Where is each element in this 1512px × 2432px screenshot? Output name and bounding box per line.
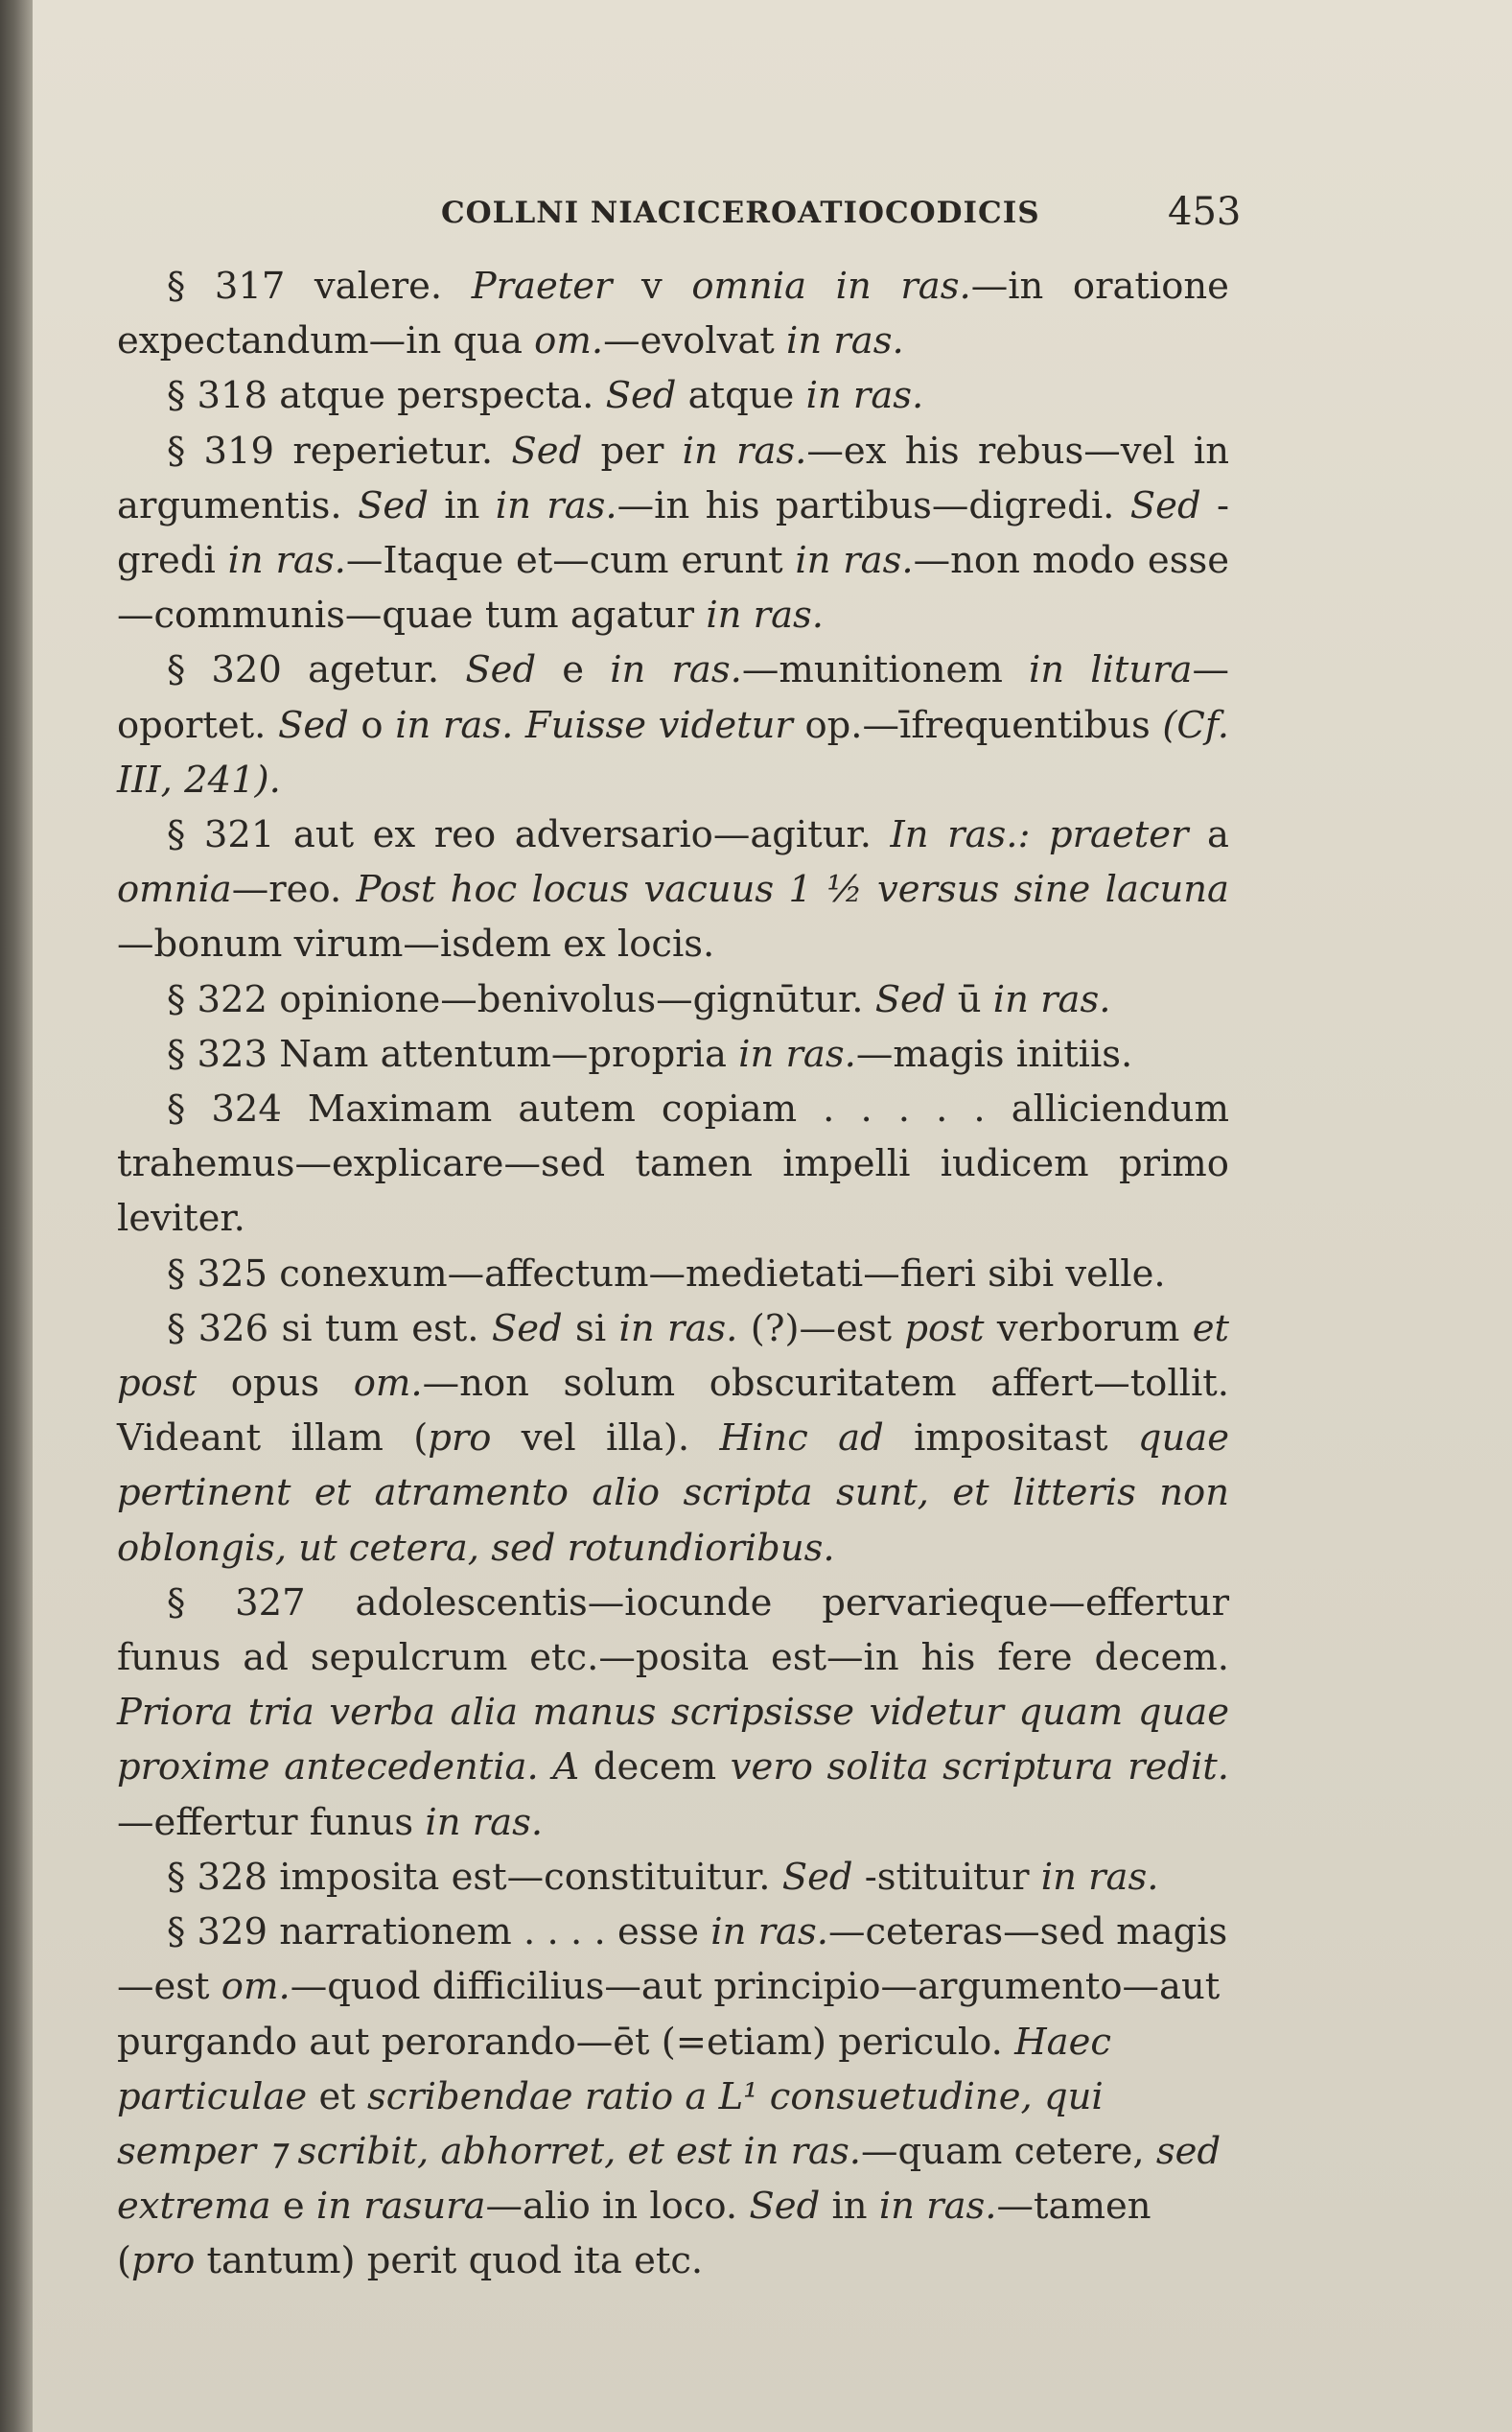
text-segment: per <box>582 429 683 473</box>
italic-note: Sed <box>491 1306 563 1350</box>
section-sign: § <box>167 1251 198 1296</box>
italic-note: (Cf. III, 241). <box>117 703 1229 802</box>
section-sign: § <box>167 1580 236 1625</box>
apparatus-entry-326 <box>117 1301 1229 1576</box>
running-title: COLLNI NIACICEROATIOCODICIS <box>441 196 1040 230</box>
page-number: 453 <box>1168 190 1242 234</box>
text-segment: et <box>307 2074 367 2118</box>
apparatus-entry-327 <box>117 1576 1229 1850</box>
apparatus-entry-328 <box>117 1850 1229 1905</box>
section-sign: § <box>167 1910 198 1954</box>
text-segment: ū <box>945 977 993 1021</box>
book-spine-shadow <box>0 0 33 2432</box>
apparatus-entry-317 <box>117 259 1229 368</box>
italic-note: om. <box>221 1965 291 2009</box>
apparatus-entry-320 <box>117 643 1229 807</box>
text-segment: —non solum obscuritatem affert—tollit. Videant illam ( <box>117 1362 1229 1461</box>
text-segment: narrationem . . . . esse <box>279 1910 711 1954</box>
italic-note: in ras. <box>1040 1855 1159 1899</box>
text-segment: —quam cetere, <box>861 2129 1156 2173</box>
italic-note: omnia <box>117 868 232 912</box>
section-number: 318 <box>197 374 280 418</box>
text-segment: atque <box>676 374 806 418</box>
text-segment: opus <box>197 1362 354 1406</box>
text-segment: -stituitur <box>852 1855 1041 1899</box>
apparatus-text <box>117 259 1229 2289</box>
text-segment: verborum <box>984 1306 1193 1350</box>
text-segment: decem <box>579 1745 731 1789</box>
text-segment: -gredi <box>117 483 1229 583</box>
italic-note: in ras. <box>495 483 617 527</box>
section-number: 325 <box>197 1251 280 1296</box>
italic-note: in ras. <box>805 374 924 418</box>
text-segment: —quod difficilius—aut principio—argumento—aut purgando aut perorando—ēt (=etiam) periculo. <box>117 1965 1221 2064</box>
italic-note: et post <box>117 1306 1230 1406</box>
section-sign: § <box>167 1087 212 1132</box>
section-number: 321 <box>203 813 293 857</box>
italic-note: Haec particulae <box>117 2020 1111 2118</box>
text-segment: Maximam autem copiam . . . . . alliciendum trahemus—explicare—sed tamen impelli iudicem primo leviter. <box>117 1087 1229 1241</box>
section-number: 320 <box>211 648 309 692</box>
text-segment: (?)—est <box>737 1306 905 1350</box>
italic-note: in ras. <box>227 539 346 583</box>
italic-note: in litura <box>1028 648 1193 692</box>
italic-note: in ras. <box>878 2185 997 2229</box>
section-sign: § <box>167 1855 198 1899</box>
italic-note: pro <box>131 2239 196 2283</box>
section-number: 327 <box>235 1580 356 1625</box>
text-segment: adolescentis—iocunde pervarieque—effertur funus ad sepulcrum etc.—posita est—in his fere decem. <box>117 1580 1229 1680</box>
section-sign: § <box>167 977 198 1021</box>
italic-note: in ras. <box>992 977 1111 1021</box>
text-segment: —in oratione expectandum—in qua <box>117 265 1229 363</box>
italic-note: Sed <box>511 429 583 473</box>
text-segment: Nam attentum—propria <box>279 1032 739 1076</box>
text-segment: imposita est—constituitur. <box>279 1855 782 1899</box>
italic-note: Sed <box>874 977 946 1021</box>
italic-note: scribendae ratio a L¹ consuetudine, qui semper ⁊ scribit, abhorret, et est in ras. <box>117 2074 1104 2173</box>
section-number: 328 <box>197 1855 280 1899</box>
section-number: 324 <box>211 1087 308 1132</box>
text-segment: —munitionem <box>741 648 1029 692</box>
text-segment: op.—īfrequentibus <box>792 703 1163 747</box>
text-segment: in <box>428 483 496 527</box>
italic-note: post <box>904 1306 985 1350</box>
section-sign: § <box>167 429 204 473</box>
section-number: 329 <box>197 1910 280 1954</box>
italic-note: vero solita scriptura redit. <box>730 1745 1229 1789</box>
italic-note: in ras. <box>795 539 914 583</box>
italic-note: quae pertinent et atramento alio scripta sunt, et litteris non oblongis, ut cetera, sed rotundioribus. <box>117 1416 1229 1570</box>
text-segment: reperietur. <box>292 429 512 473</box>
text-segment: —reo. <box>231 868 357 912</box>
italic-note: in ras. <box>706 594 825 638</box>
apparatus-entry-325 <box>117 1247 1229 1301</box>
text-segment: valere. <box>314 265 472 308</box>
italic-note: Sed <box>465 648 537 692</box>
italic-note: Sed <box>605 374 677 418</box>
page-header <box>0 190 1512 244</box>
text-segment: vel illa). <box>491 1416 720 1461</box>
text-segment: e <box>270 2185 316 2229</box>
italic-note: Sed <box>278 703 349 747</box>
apparatus-entry-318 <box>117 368 1229 423</box>
section-number: 322 <box>197 977 280 1021</box>
italic-note: in ras. <box>786 319 904 363</box>
text-segment: atque perspecta. <box>279 374 606 418</box>
italic-note: in ras. <box>618 1306 738 1350</box>
section-number: 317 <box>214 265 314 308</box>
text-segment: a <box>1188 813 1229 857</box>
apparatus-entry-324 <box>117 1082 1229 1247</box>
italic-note: Hinc ad <box>719 1416 884 1461</box>
text-segment: —ex his rebus—vel in argumentis. <box>117 429 1229 527</box>
section-sign: § <box>167 374 198 418</box>
italic-note: in ras. <box>682 429 807 473</box>
text-segment: —oportet. <box>117 648 1230 747</box>
text-segment: —bonum virum—isdem ex locis. <box>117 923 715 967</box>
text-segment: —evolvat <box>603 319 787 363</box>
text-segment: —tamen ( <box>117 2185 1151 2283</box>
apparatus-entry-321 <box>117 807 1229 972</box>
italic-note: omnia in ras. <box>691 265 971 308</box>
italic-note: sed extrema <box>117 2129 1221 2229</box>
text-segment: agetur. <box>308 648 466 692</box>
section-number: 323 <box>197 1032 280 1076</box>
italic-note: Priora tria verba alia manus scripsisse videtur quam quae proxime antecedentia. A <box>117 1691 1229 1789</box>
apparatus-entry-319 <box>117 424 1229 643</box>
section-sign: § <box>167 265 215 308</box>
text-segment: —magis initiis. <box>855 1032 1133 1076</box>
text-segment: conexum—affectum—medietati—fieri sibi velle. <box>279 1251 1166 1296</box>
italic-note: in ras. <box>738 1032 856 1076</box>
italic-note: Sed <box>1129 483 1201 527</box>
italic-note: in ras. <box>425 1800 544 1844</box>
section-number: 326 <box>198 1306 282 1350</box>
section-sign: § <box>167 1306 198 1350</box>
text-segment: —in his partibus—digredi. <box>616 483 1130 527</box>
text-segment: —ceteras—sed magis—est <box>117 1910 1228 2009</box>
italic-note: in rasura <box>315 2185 486 2229</box>
italic-note: Sed <box>358 483 429 527</box>
italic-note: in ras. <box>610 648 742 692</box>
section-sign: § <box>167 648 212 692</box>
italic-note: om. <box>353 1362 423 1406</box>
text-segment: in <box>820 2185 879 2229</box>
text-segment: impositast <box>883 1416 1138 1461</box>
italic-note: in ras. Fuisse videtur <box>395 703 793 747</box>
text-segment: —effertur funus <box>117 1800 426 1844</box>
italic-note: Praeter <box>471 265 613 308</box>
italic-note: pro <box>428 1416 492 1461</box>
text-segment: e <box>536 648 611 692</box>
apparatus-entry-329 <box>117 1905 1229 2288</box>
text-segment: —Itaque et—cum erunt <box>345 539 796 583</box>
section-sign: § <box>167 1032 198 1076</box>
apparatus-entry-323 <box>117 1027 1229 1082</box>
italic-note: Post hoc locus vacuus 1 ½ versus sine lacuna <box>356 868 1230 912</box>
apparatus-entry-322 <box>117 972 1229 1027</box>
italic-note: om. <box>534 319 604 363</box>
text-segment: —alio in loco. <box>485 2185 750 2229</box>
text-segment: —non modo esse—communis—quae tum agatur <box>117 539 1230 638</box>
section-number: 319 <box>203 429 293 473</box>
text-segment: opinione—benivolus—gignūtur. <box>279 977 875 1021</box>
text-segment: o <box>348 703 396 747</box>
text-segment: si tum est. <box>281 1306 492 1350</box>
italic-note: Sed <box>781 1855 853 1899</box>
italic-note: In ras.: praeter <box>890 813 1189 857</box>
text-segment: tantum) perit quod ita etc. <box>195 2239 704 2283</box>
section-sign: § <box>167 813 204 857</box>
italic-note: in ras. <box>710 1910 828 1954</box>
text-segment: v <box>612 265 692 308</box>
text-segment: si <box>562 1306 619 1350</box>
italic-note: Sed <box>749 2185 821 2229</box>
text-segment: aut ex reo adversario—agitur. <box>292 813 891 857</box>
